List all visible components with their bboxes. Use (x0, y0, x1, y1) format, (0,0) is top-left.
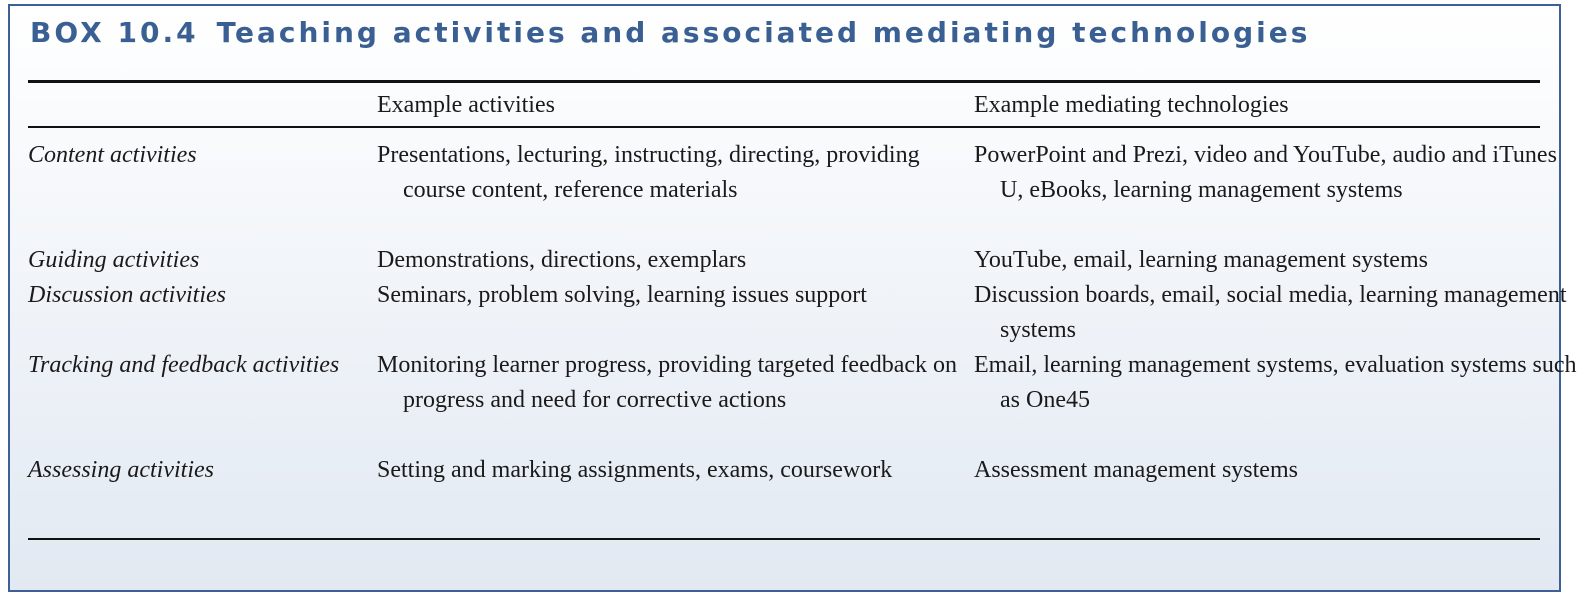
box-10-4 (8, 4, 1577, 592)
row-activities: Seminars, problem solving, learning issues support (377, 282, 867, 308)
box-title (30, 16, 1310, 49)
header-rule (28, 126, 1540, 128)
row-activities: Demonstrations, directions, exemplars (377, 247, 747, 273)
row-category: Guiding activities (28, 247, 200, 273)
row-technologies: Discussion boards, email, social media, learning management systems (974, 282, 1567, 343)
row-activities: Presentations, lecturing, instructing, directing, providing course content, reference materials (377, 142, 920, 203)
row-technologies: YouTube, email, learning management systems (974, 247, 1428, 273)
row-technologies: Assessment management systems (974, 457, 1298, 483)
row-activities: Monitoring learner progress, providing targeted feedback on progress and need for corrective actions (377, 352, 958, 413)
header-example-activities: Example activities (377, 92, 555, 118)
box-number: BOX 10.4 (30, 16, 199, 49)
row-category: Tracking and feedback activities (28, 352, 340, 378)
row-category: Discussion activities (28, 282, 226, 308)
row-activities: Setting and marking assignments, exams, coursework (377, 457, 893, 483)
row-technologies: Email, learning management systems, evaluation systems such as One45 (974, 352, 1577, 413)
bottom-rule (28, 538, 1540, 540)
row-category: Content activities (28, 142, 197, 168)
box-heading: Teaching activities and associated mediating technologies (216, 16, 1311, 49)
top-rule (28, 80, 1540, 83)
header-example-technologies: Example mediating technologies (974, 92, 1289, 118)
row-technologies: PowerPoint and Prezi, video and YouTube, audio and iTunes U, eBooks, learning management systems (974, 142, 1557, 203)
row-category: Assessing activities (28, 457, 214, 483)
